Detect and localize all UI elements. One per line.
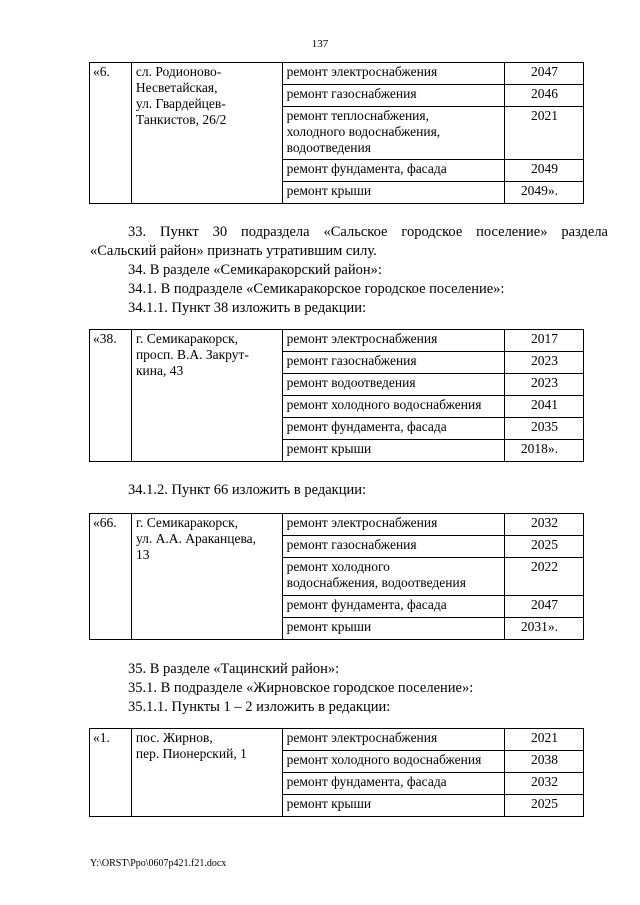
paragraph-34: 34. В разделе «Семикаракорский район»: [128, 262, 382, 278]
paragraph-34-1-1: 34.1.1. Пункт 38 изложить в редакции: [128, 300, 367, 316]
work-year: 2046 [505, 85, 584, 107]
paragraph-33-cont: «Сальский район» признать утратившим силу. [90, 243, 377, 259]
work-line: ремонт холодного [286, 559, 390, 574]
work-year: 2032 [505, 773, 584, 795]
work-type: ремонт электроснабжения [282, 63, 504, 85]
work-year: 2023 [505, 352, 584, 374]
work-line: водоснабжения, водоотведения [286, 575, 466, 590]
address-cell [131, 63, 282, 204]
work-type: ремонт холодного водоснабжения [282, 751, 504, 773]
work-year: 2025 [505, 536, 584, 558]
work-year: 2047 [505, 63, 584, 85]
address-line: сл. Родионово- [135, 64, 222, 79]
page-number: 137 [311, 38, 329, 50]
table-item-1 [89, 728, 584, 817]
paragraph-35-1: 35.1. В подразделе «Жирновское городское поселение»: [128, 680, 474, 696]
work-line: водоотведения [286, 140, 371, 155]
item-number: «1. [90, 729, 132, 817]
work-year: 2049 [505, 160, 584, 182]
address-line: г. Семикаракорск, [135, 515, 239, 530]
table-item-6 [89, 62, 584, 204]
work-year: 2022 [505, 558, 584, 596]
address-line: Танкистов, 26/2 [135, 112, 227, 127]
work-type: ремонт фундамента, фасада [282, 773, 504, 795]
work-type: ремонт водоотведения [282, 374, 504, 396]
address-line: Несветайская, [135, 80, 218, 95]
work-year: 2038 [505, 751, 584, 773]
work-year: 2035 [505, 418, 584, 440]
work-type [282, 107, 504, 160]
work-type: ремонт газоснабжения [282, 85, 504, 107]
work-type: ремонт газоснабжения [282, 352, 504, 374]
work-year: 2021 [505, 729, 584, 751]
item-number: «38. [90, 330, 132, 462]
address-cell [131, 514, 282, 640]
work-type: ремонт фундамента, фасада [282, 418, 504, 440]
item-number: «6. [90, 63, 132, 204]
work-year: 2047 [505, 596, 584, 618]
address-line: кина, 43 [135, 363, 184, 378]
footer-file-path: Y:\ORST\Ppo\0607p421.f21.docx [90, 858, 227, 869]
address-line: г. Семикаракорск, [135, 331, 239, 346]
work-year: 2025 [505, 795, 584, 817]
item-number: «66. [90, 514, 132, 640]
work-type: ремонт крыши [282, 618, 504, 640]
work-year: 2023 [505, 374, 584, 396]
work-type: ремонт крыши [282, 182, 504, 204]
address-line: ул. Гвардейцев- [135, 96, 226, 111]
address-line: 13 [135, 547, 150, 562]
work-year: 2018». [505, 440, 584, 462]
work-type: ремонт фундамента, фасада [282, 596, 504, 618]
work-type: ремонт электроснабжения [282, 514, 504, 536]
work-type: ремонт крыши [282, 440, 504, 462]
paragraph-33: 33. Пункт 30 подраздела «Сальское городское поселение» раздела [128, 224, 608, 240]
work-year: 2032 [505, 514, 584, 536]
table-item-38 [89, 329, 584, 462]
work-type: ремонт крыши [282, 795, 504, 817]
paragraph-34-1-2: 34.1.2. Пункт 66 изложить в редакции: [128, 482, 367, 498]
address-cell [131, 729, 282, 817]
work-type [282, 558, 504, 596]
work-type: ремонт электроснабжения [282, 330, 504, 352]
work-year: 2041 [505, 396, 584, 418]
address-line: пос. Жирнов, [135, 730, 213, 745]
paragraph-35-1-1: 35.1.1. Пункты 1 – 2 изложить в редакции: [128, 699, 391, 715]
work-year: 2031». [505, 618, 584, 640]
table-item-66 [89, 513, 584, 640]
address-cell [131, 330, 282, 462]
paragraph-34-1: 34.1. В подразделе «Семикаракорское городское поселение»: [128, 281, 505, 297]
paragraph-35: 35. В разделе «Тацинский район»: [128, 661, 340, 677]
work-year: 2017 [505, 330, 584, 352]
work-year: 2049». [505, 182, 584, 204]
work-type: ремонт электроснабжения [282, 729, 504, 751]
work-line: холодного водоснабжения, [286, 124, 441, 139]
address-line: ул. А.А. Араканцева, [135, 531, 257, 546]
work-line: ремонт теплоснабжения, [286, 108, 429, 123]
work-type: ремонт фундамента, фасада [282, 160, 504, 182]
address-line: просп. В.А. Закрут- [135, 347, 249, 362]
work-year: 2021 [505, 107, 584, 160]
address-line: пер. Пионерский, 1 [135, 746, 247, 761]
work-type: ремонт холодного водоснабжения [282, 396, 504, 418]
work-type: ремонт газоснабжения [282, 536, 504, 558]
